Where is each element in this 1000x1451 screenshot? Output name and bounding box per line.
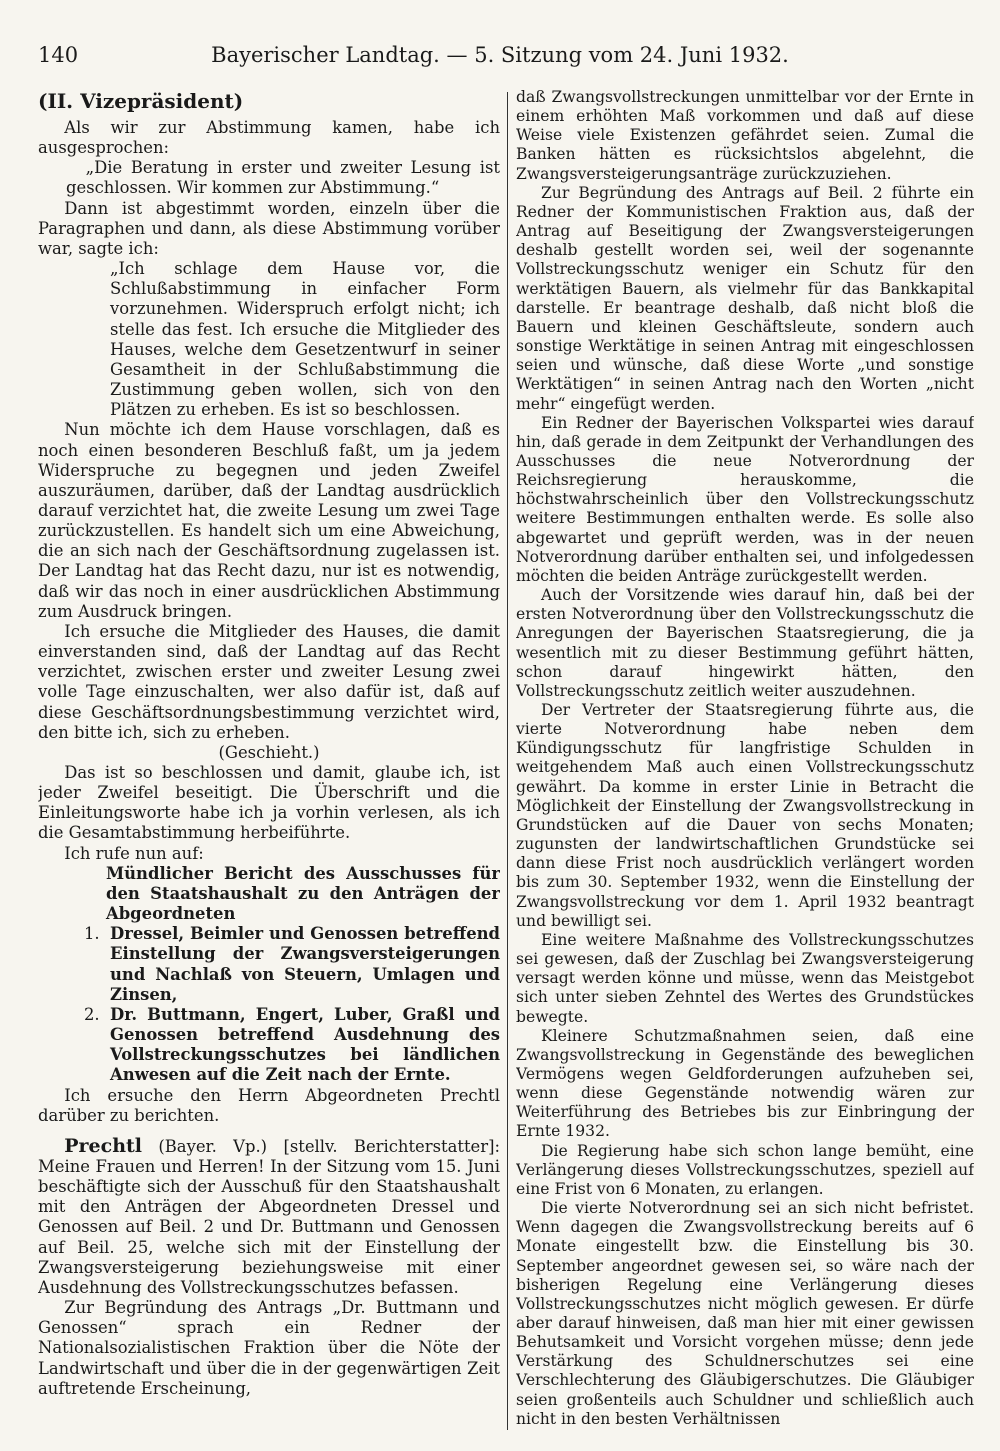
quotation: „Die Beratung in erster und zweiter Lesung ist geschlossen. Wir kommen zur Abstimmung.“ (66, 158, 500, 198)
right-column (516, 88, 974, 1433)
running-title: Bayerischer Landtag. — 5. Sitzung vom 24. Juni 1932. (211, 43, 789, 67)
section-heading: (II. Vizepräsident) (38, 89, 244, 113)
speaker-name: Prechtl (64, 1134, 142, 1157)
agenda-item-number: 2. (84, 1004, 100, 1024)
paragraph: Die vierte Notverordnung sei an sich nicht befristet. Wenn dagegen die Zwangsvollstreckung bereits auf 6 Monate eingestellt bzw. die Einstellung bis 30. September angeordnet gewesen sei, so wäre nach der bisherigen Regelung eine Verlängerung dieses Vollstreckungsschutzes nicht möglich gewesen. Er dürfe aber darauf hinweisen, daß man hier mit einer gewissen Behutsamkeit und Vorsicht vorgehen müsse; denn jede Verstärkung des Schuldnerschutzes sei eine Verschlechterung des Gläubigerschutzes. Die Gläubiger seien großenteils auch Schuldner und schließlich auch nicht in den besten Verhältnissen (516, 1199, 974, 1428)
agenda-item (84, 924, 500, 1005)
paragraph: Nun möchte ich dem Hause vorschlagen, daß es noch einen besonderen Beschluß faßt, um ja jedem Widerspruche zu begegnen und jeden Zweifel auszuräumen, darüber, daß der Landtag ausdrücklich darauf verzichtet hat, die zweite Lesung um zwei Tage zurückzustellen. Es handelt sich um eine Abweichung, die an sich nach der Geschäftsordnung zugelassen ist. Der Landtag hat das Recht dazu, nur ist es notwendig, daß wir das noch in einer ausdrücklichen Abstimmung zum Ausdruck bringen. (38, 420, 500, 621)
speaker-text: (Bayer. Vp.) [stellv. Berichterstatter]: Meine Frauen und Herren! In der Sitzung vom 15. Juni beschäftigte sich der Ausschuß für den Staatshaushalt mit den Anträgen der Abgeordneten Dressel und Genossen auf Beil. 2 und Dr. Buttmann und Genossen auf Beil. 25, welche sich mit der Einstellung der Zwangsversteigerung beziehungsweise mit einer Ausdehnung des Vollstreckungsschutzes befassen. (38, 1136, 500, 1297)
paragraph: Das ist so beschlossen und damit, glaube ich, ist jeder Zweifel beseitigt. Die Überschrift und die Einleitungsworte habe ich ja vorhin verlesen, als ich die Gesamtabstimmung herbeiführte. (38, 763, 500, 843)
paragraph: Auch der Vorsitzende wies darauf hin, daß bei der ersten Notverordnung über den Vollstreckungsschutz die Anregungen der Bayerischen Staatsregierung, die ja wesentlich mit zu dieser Bestimmung geführt hätten, schon darauf hingewirkt hätten, den Vollstreckungsschutz zeitlich weiter auszudehnen. (516, 586, 974, 700)
paragraph: Als wir zur Abstimmung kamen, habe ich ausgesprochen: (38, 118, 500, 158)
agenda-item (84, 1004, 500, 1086)
paragraph: Ich ersuche die Mitglieder des Hauses, die damit einverstanden sind, daß der Landtag auf das Recht verzichtet, zwischen erster und zweiter Lesung zwei volle Tage einzuschalten, wer also dafür ist, daß auf diese Geschäftsordnungsbestimmung verzichtet wird, den bitte ich, sich zu erheben. (38, 621, 500, 742)
paragraph: daß Zwangsvollstreckungen unmittelbar vor der Ernte in einem erhöhten Maß vorkommen und daß auf diese Weise viele Existenzen gefährdet seien. Zumal die Banken hätten es rücksichtslos abgelehnt, die Zwangsversteigerungsanträge zurückzuziehen. (516, 88, 974, 183)
paragraph: Kleinere Schutzmaßnahmen seien, daß eine Zwangsvollstreckung in Gegenstände des beweglichen Vermögens wegen Geldforderungen aufzuheben sei, wenn diese Gegenstände notwendig wären zur Weiterführung des Betriebes bis zur Einbringung der Ernte 1932. (516, 1026, 974, 1141)
paragraph: Die Regierung habe sich schon lange bemüht, eine Verlängerung dieses Vollstreckungsschutzes, speziell auf eine Frist von 6 Monaten, zu erlangen. (516, 1141, 974, 1198)
paragraph: Der Vertreter der Staatsregierung führte aus, die vierte Notverordnung habe neben dem Kündigungsschutz für langfristige Schulden in weitgehendem Maß auch einen Vollstreckungsschutz gewährt. Da komme in erster Linie in Betracht die Möglichkeit der Einstellung der Zwangsvollstreckung in Grundstücken auf die Dauer von sechs Monaten; zugunsten der landwirtschaftlichen Grundstücke sei dann diese Frist noch ausdrücklich verlängert worden bis zum 30. September 1932, wenn die Einstellung der Zwangsvollstreckung vor dem 1. April 1932 beantragt und bewilligt sei. (516, 701, 974, 930)
agenda-item-text: Dressel, Beimler und Genossen betreffend Einstellung der Zwangsversteigerungen und Nachlaß von Steuern, Umlagen und Zinsen, (110, 924, 500, 1004)
agenda-title: Mündlicher Bericht des Ausschusses für den Staatshaushalt zu den Anträgen der Abgeordneten (106, 863, 500, 924)
left-column (38, 88, 500, 1433)
paragraph: Zur Begründung des Antrags „Dr. Buttmann und Genossen“ sprach ein Redner der Nationalsozialistischen Fraktion über die Nöte der Landwirtschaft und über die in der gegenwärtigen Zeit auftretende Erscheinung, (38, 1298, 500, 1398)
paragraph: Ich ersuche den Herrn Abgeordneten Prechtl darüber zu berichten. (38, 1085, 500, 1125)
quotation: „Ich schlage dem Hause vor, die Schlußabstimmung in einfacher Form vorzunehmen. Widerspruch erfolgt nicht; ich stelle das fest. Ich ersuche die Mitglieder des Hauses, welche dem Gesetzentwurf in seiner Gesamtheit in der Schlußabstimmung die Zustimmung geben wollen, sich von den Plätzen zu erheben. Es ist so beschlossen. (110, 259, 500, 420)
agenda-item-text: Dr. Buttmann, Engert, Luber, Graßl und Genossen betreffend Ausdehnung des Vollstreckungsschutzes bei ländlichen Anwesen auf die Zeit nach der Ernte. (110, 1004, 500, 1085)
paragraph: Ein Redner der Bayerischen Volkspartei wies darauf hin, daß gerade in dem Zeitpunkt der Verhandlungen des Ausschusses die neue Notverordnung der Reichsregierung herauskomme, die höchstwahrscheinlich über den Vollstreckungsschutz weitere Bestimmungen enthalten werde. Es solle also abgewartet und geprüft werden, was in der neuen Notverordnung darüber enthalten sei, und infolgedessen möchten die beiden Anträge zurückgestellt werden. (516, 413, 974, 585)
stage-direction: (Geschieht.) (218, 742, 320, 762)
paragraph: Dann ist abgestimmt worden, einzeln über die Paragraphen und dann, als diese Abstimmung vorüber war, sagte ich: (38, 198, 500, 258)
agenda-item-number: 1. (84, 924, 100, 944)
column-divider (507, 92, 508, 1430)
page-number: 140 (38, 43, 79, 67)
paragraph: Zur Begründung des Antrags auf Beil. 2 führte ein Redner der Kommunistischen Fraktion aus, daß der Antrag auf Beseitigung der Zwangsversteigerungen deshalb gestellt worden sei, weil der sogenannte Vollstreckungsschutz weniger ein Schutz für den werktätigen Bauern, als vielmehr für das Bankkapital darstelle. Er beantrage deshalb, daß nicht bloß die Bauern und kleinen Geschäftsleute, sondern auch sonstige Werktätige in seinen Antrag mit eingeschlossen seien und wünsche, daß diese Worte „und sonstige Werktätigen“ in seinen Antrag nach den Worten „nicht mehr“ eingefügt werden. (516, 183, 974, 413)
paragraph: Eine weitere Maßnahme des Vollstreckungsschutzes sei gewesen, daß der Zuschlag bei Zwangsversteigerung versagt werden könne und müsse, wenn das Meistgebot sich unter sieben Zehntel des Wertes des Grundstückes bewegte. (516, 930, 974, 1026)
running-head (38, 40, 962, 72)
speaker-paragraph (38, 1136, 500, 1298)
paragraph: Ich rufe nun auf: (64, 843, 204, 863)
